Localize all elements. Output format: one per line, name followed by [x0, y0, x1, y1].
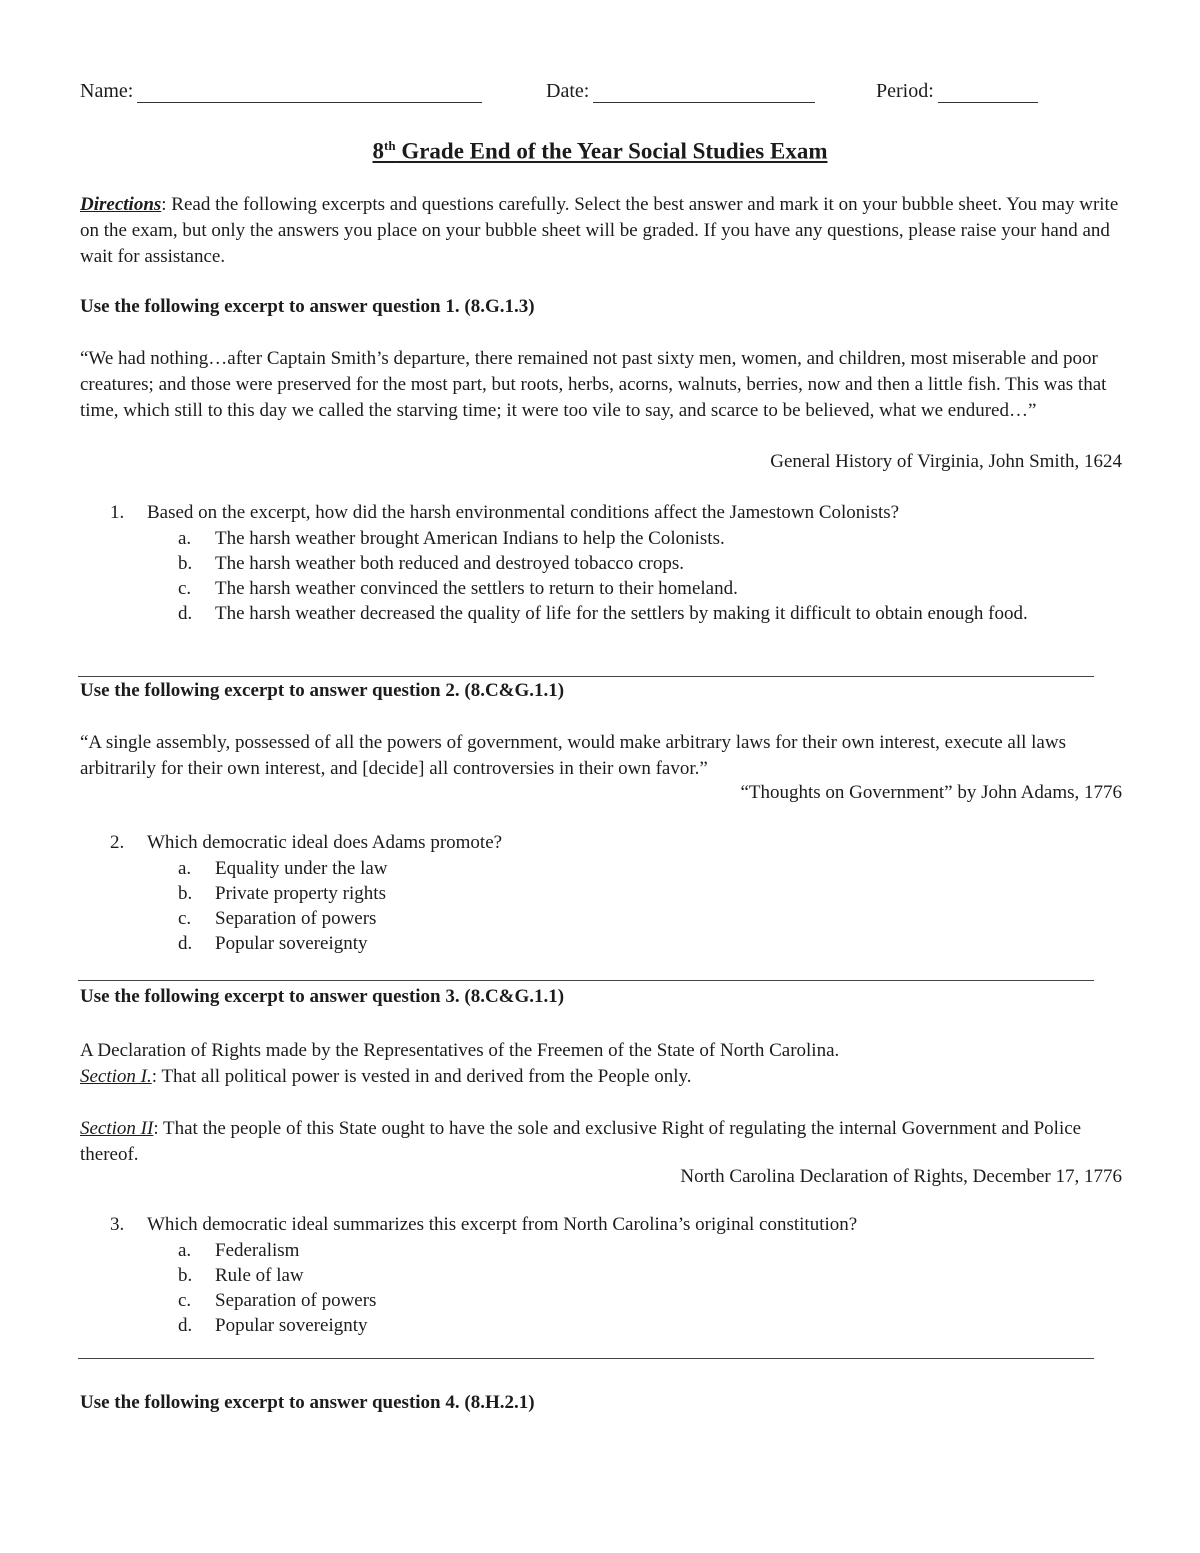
choice-text: The harsh weather convinced the settlers to return to their homeland.	[215, 578, 738, 599]
student-info-header	[80, 80, 1060, 110]
period-blank-line	[938, 84, 1038, 103]
q1-choices	[110, 526, 1110, 626]
section-divider	[78, 980, 1094, 981]
q3-choice-c	[110, 1288, 1110, 1313]
q3-choice-a	[110, 1238, 1110, 1263]
directions-text: : Read the following excerpts and questions carefully. Select the best answer and mark it on your bubble sheet. You may write on the exam, but only the answers you place on your bubble sheet will be graded. If you have any questions, please raise your hand and wait for assistance.	[80, 194, 1119, 267]
choice-letter: d.	[178, 603, 193, 624]
choice-letter: d.	[178, 1315, 193, 1336]
choice-text: Federalism	[215, 1240, 300, 1261]
period-label: Period:	[876, 80, 934, 102]
q3-intro: A Declaration of Rights made by the Representatives of the Freemen of the State of North Carolina.	[80, 1040, 840, 1061]
q1-choice-d	[110, 601, 1110, 626]
title-ordinal: th	[384, 138, 396, 153]
q3-section-1-label: Section I.	[80, 1066, 152, 1087]
question-2	[110, 830, 1110, 956]
choice-letter: c.	[178, 578, 192, 599]
directions	[80, 192, 1120, 270]
period-field	[876, 80, 1038, 103]
choice-letter: a.	[178, 858, 192, 879]
choice-letter: b.	[178, 883, 193, 904]
q3-choice-d	[110, 1313, 1110, 1338]
choice-text: Popular sovereignty	[215, 1315, 368, 1336]
choice-text: The harsh weather both reduced and destroyed tobacco crops.	[215, 553, 685, 574]
q1-question-text: Based on the excerpt, how did the harsh environmental conditions affect the Jamestown Colonists?	[147, 502, 900, 523]
question-1	[110, 500, 1110, 626]
choice-letter: a.	[178, 528, 192, 549]
choice-letter: d.	[178, 933, 193, 954]
q3-stem	[110, 1212, 1110, 1238]
name-blank-line	[137, 84, 482, 103]
q2-choice-a	[110, 856, 1110, 881]
name-label: Name:	[80, 80, 134, 102]
choice-letter: b.	[178, 1265, 193, 1286]
date-field	[546, 80, 815, 103]
q2-choice-c	[110, 906, 1110, 931]
q2-choice-b	[110, 881, 1110, 906]
name-field	[80, 80, 482, 103]
date-blank-line	[593, 84, 815, 103]
choice-letter: a.	[178, 1240, 192, 1261]
q2-stem	[110, 830, 1110, 856]
title-grade: 8	[372, 138, 384, 164]
choice-text: The harsh weather decreased the quality of life for the settlers by making it difficult to obtain enough food.	[215, 603, 1028, 624]
q1-source: General History of Virginia, John Smith, 1624	[770, 451, 1122, 472]
question-3	[110, 1212, 1110, 1338]
q1-number: 1.	[110, 502, 125, 523]
q3-section-1-text: : That all political power is vested in and derived from the People only.	[151, 1066, 692, 1087]
q2-choices	[110, 856, 1110, 956]
q3-section-2-text: : That the people of this State ought to have the sole and exclusive Right of regulating the internal Government and Police thereof.	[80, 1118, 1082, 1165]
q3-source: North Carolina Declaration of Rights, December 17, 1776	[680, 1166, 1122, 1187]
q3-question-text: Which democratic ideal summarizes this excerpt from North Carolina’s original constitution?	[147, 1214, 858, 1235]
section-divider	[78, 676, 1094, 677]
q4-heading: Use the following excerpt to answer question 4. (8.H.2.1)	[80, 1392, 535, 1413]
choice-text: Private property rights	[215, 883, 386, 904]
q1-choice-c	[110, 576, 1110, 601]
q3-heading: Use the following excerpt to answer question 3. (8.C&G.1.1)	[80, 986, 565, 1007]
exam-title	[0, 138, 1200, 165]
title-text: Grade End of the Year Social Studies Exam	[395, 138, 828, 164]
q3-section-1	[80, 1064, 1120, 1090]
q3-choice-b	[110, 1263, 1110, 1288]
choice-text: Rule of law	[215, 1265, 304, 1286]
q2-source: “Thoughts on Government” by John Adams, 1776	[740, 782, 1122, 803]
choice-text: Popular sovereignty	[215, 933, 368, 954]
choice-letter: c.	[178, 1290, 192, 1311]
choice-letter: b.	[178, 553, 193, 574]
q1-choice-b	[110, 551, 1110, 576]
section-divider	[78, 1358, 1094, 1359]
directions-label: Directions	[80, 194, 162, 215]
q1-choice-a	[110, 526, 1110, 551]
q2-excerpt: “A single assembly, possessed of all the powers of government, would make arbitrary laws for their own interest, execute all laws arbitrarily for their own interest, and [decide] all controversies in their own favor.”	[80, 732, 1066, 779]
q1-excerpt: “We had nothing…after Captain Smith’s departure, there remained not past sixty men, women, and children, most miserable and poor creatures; and those were preserved for the most part, but roots, herbs, acorns, walnuts, berries, now and then a little fish. This was that time, which still to this day we called the starving time; it were too vile to say, and scarce to be believed, what we endured…”	[80, 348, 1107, 421]
q1-heading: Use the following excerpt to answer question 1. (8.G.1.3)	[80, 296, 535, 317]
q2-question-text: Which democratic ideal does Adams promote?	[147, 832, 503, 853]
q2-number: 2.	[110, 832, 125, 853]
choice-text: Equality under the law	[215, 858, 388, 879]
choice-letter: c.	[178, 908, 192, 929]
date-label: Date:	[546, 80, 590, 102]
q3-choices	[110, 1238, 1110, 1338]
q3-section-2	[80, 1116, 1120, 1168]
q3-section-2-label: Section II	[80, 1118, 154, 1139]
choice-text: The harsh weather brought American Indians to help the Colonists.	[215, 528, 725, 549]
choice-text: Separation of powers	[215, 1290, 377, 1311]
choice-text: Separation of powers	[215, 908, 377, 929]
q1-stem	[110, 500, 1110, 526]
q3-number: 3.	[110, 1214, 125, 1235]
q2-choice-d	[110, 931, 1110, 956]
q2-heading: Use the following excerpt to answer question 2. (8.C&G.1.1)	[80, 680, 565, 701]
q3-excerpt	[80, 1038, 1120, 1168]
